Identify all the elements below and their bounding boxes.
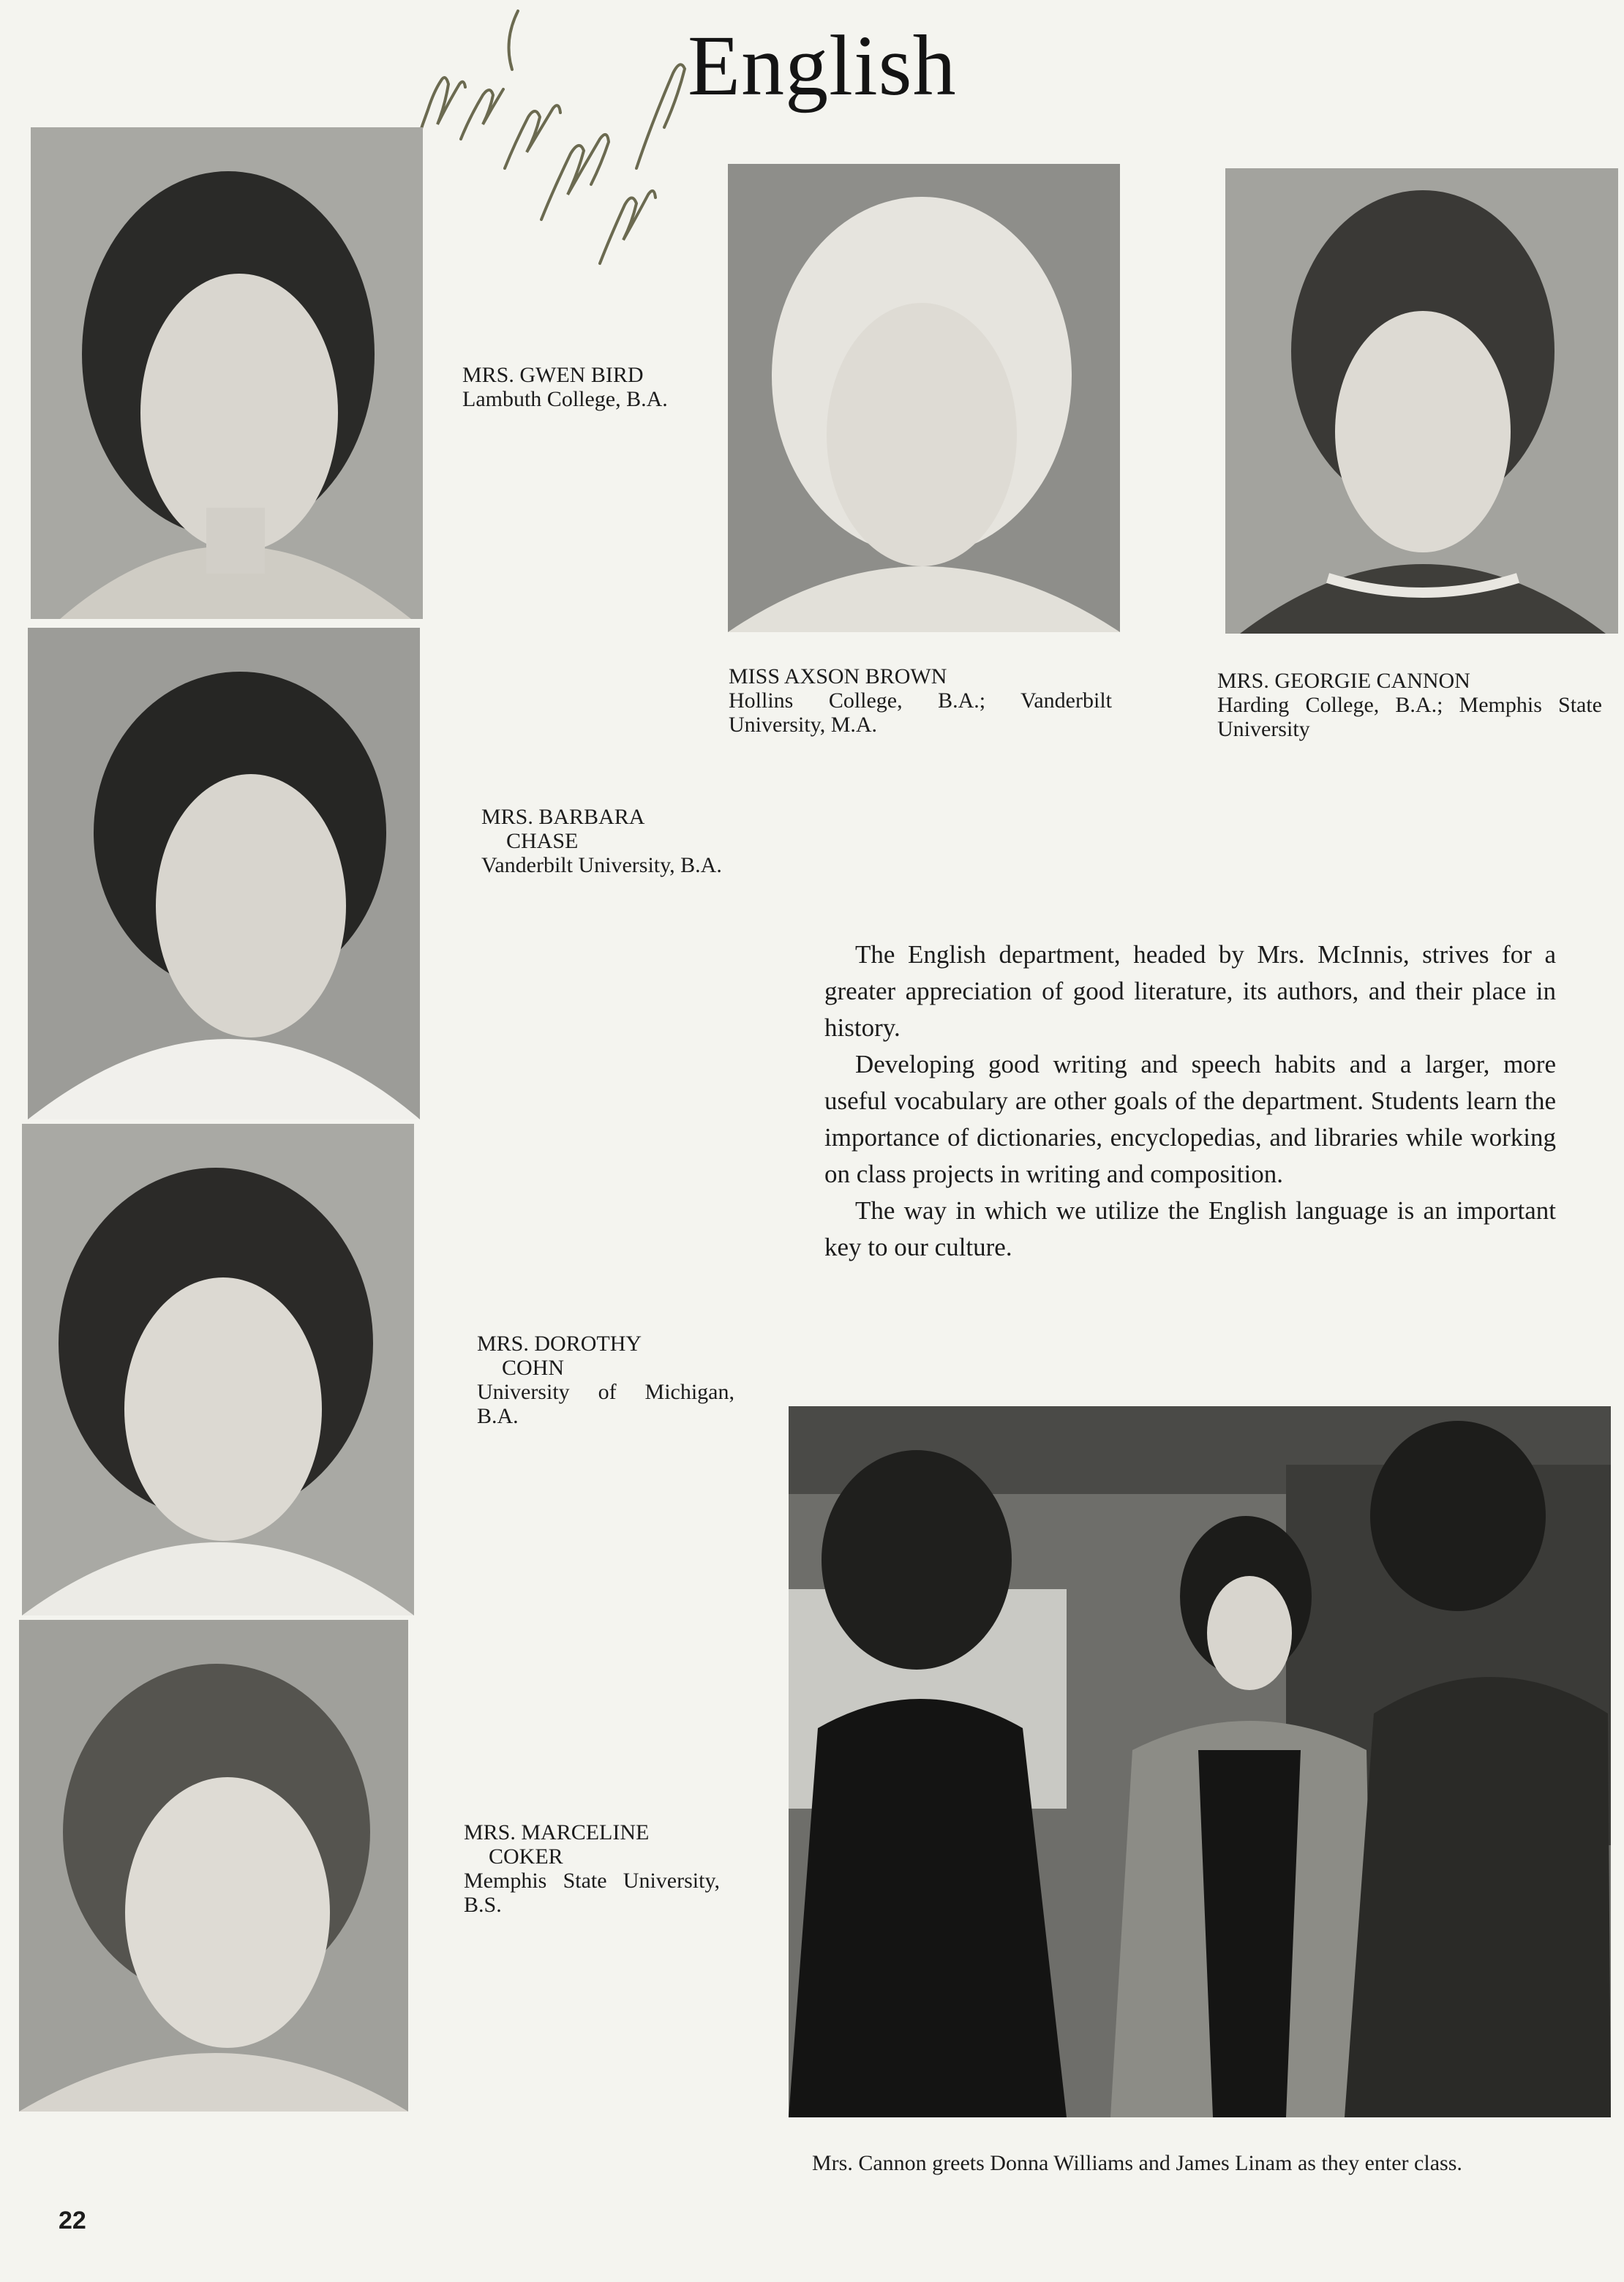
teacher-name: MRS. GWEN BIRD (462, 363, 644, 387)
teacher-caption (729, 664, 1112, 737)
portrait-photo-gwen-bird (31, 127, 423, 619)
teacher-caption (477, 1332, 734, 1428)
page-title: English (688, 18, 957, 113)
teacher-name-continued: COHN (502, 1356, 565, 1380)
portrait-photo-axson-brown (728, 164, 1120, 632)
teacher-education: Vanderbilt University, B.A. (481, 853, 722, 877)
portrait-photo-barbara-chase (28, 628, 420, 1119)
teacher-education: Memphis State University, B.S. (464, 1869, 720, 1917)
teacher-name-continued: COKER (489, 1844, 563, 1869)
photo-caption: Mrs. Cannon greets Donna Williams and James Linam as they enter class. (812, 2151, 1462, 2175)
teacher-name: MRS. DOROTHY (477, 1332, 642, 1356)
page-number: 22 (59, 2207, 86, 2234)
portrait-photo-dorothy-cohn (22, 1124, 414, 1615)
teacher-name: MISS AXSON BROWN (729, 664, 947, 688)
department-description (824, 937, 1556, 1266)
handwritten-signature (395, 0, 717, 278)
teacher-caption (464, 1820, 720, 1917)
teacher-education: Hollins College, B.A.; Vanderbilt University, M.A. (729, 688, 1112, 737)
paragraph: Developing good writing and speech habits and a larger, more useful vocabulary are other goals of the department. Students learn the importance of dictionaries, encyclopedias, and libraries while working on class projects in writing and composition. (824, 1050, 1556, 1188)
teacher-caption (462, 363, 726, 411)
teacher-name: MRS. BARBARA (481, 805, 645, 829)
portrait-photo-georgie-cannon (1225, 168, 1618, 634)
teacher-education: University of Michigan, B.A. (477, 1380, 734, 1428)
classroom-group-photo (789, 1406, 1611, 2117)
paragraph: The English department, headed by Mrs. McInnis, strives for a greater appreciation of good literature, its authors, and their place in history. (824, 940, 1556, 1042)
teacher-education: Harding College, B.A.; Memphis State University (1217, 693, 1602, 741)
paragraph: The way in which we utilize the English language is an important key to our culture. (824, 1196, 1556, 1261)
teacher-name-continued: CHASE (506, 829, 579, 853)
teacher-name: MRS. GEORGIE CANNON (1217, 669, 1470, 693)
teacher-caption (481, 805, 736, 877)
portrait-photo-marceline-coker (19, 1620, 408, 2112)
teacher-name: MRS. MARCELINE (464, 1820, 650, 1844)
teacher-education: Lambuth College, B.A. (462, 387, 668, 411)
teacher-caption (1217, 669, 1602, 741)
